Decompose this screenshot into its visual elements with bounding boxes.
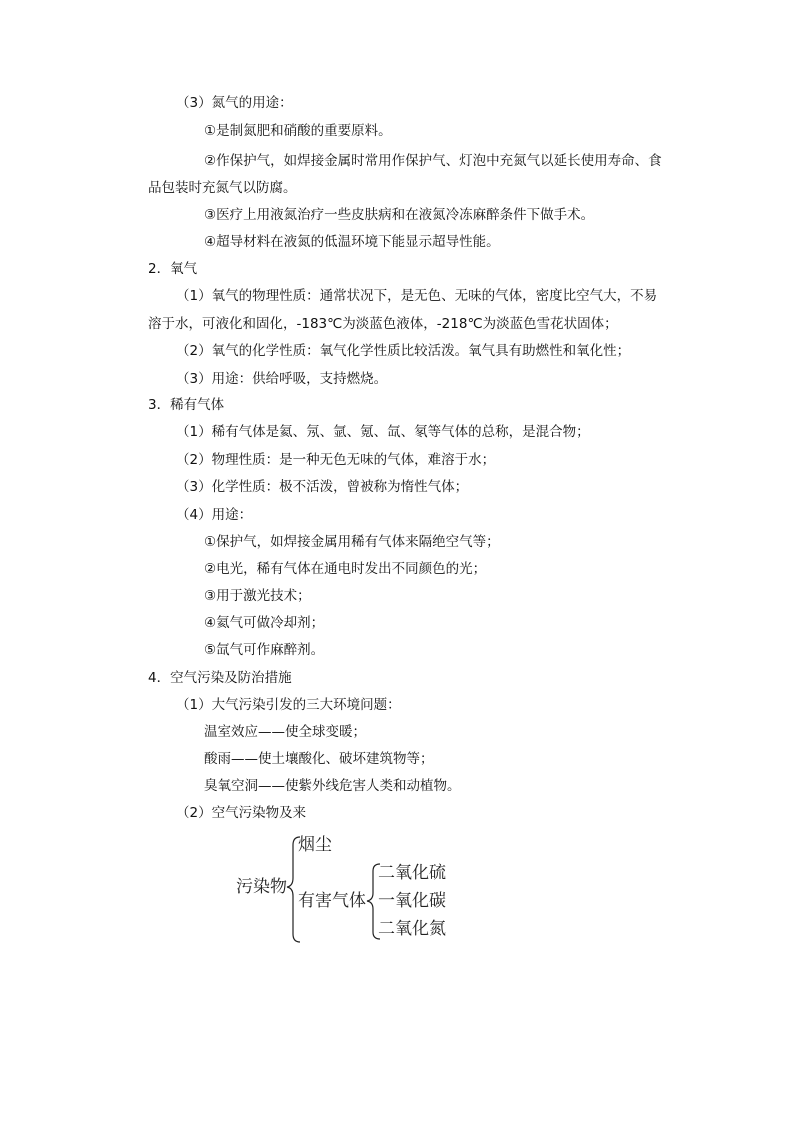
pollution-effect-3: 臭氧空洞——使紫外线危害人类和动植物。 <box>204 778 461 794</box>
rare-use-1: ①保护气，如焊接金属用稀有气体来隔绝空气等； <box>204 534 500 550</box>
n3-use-2a: ②作保护气，如焊接金属时常用作保护气、灯泡中充氮气以延长使用寿命、食 <box>204 153 662 169</box>
n3-use-1: ①是制氮肥和硝酸的重要原料。 <box>204 123 392 139</box>
n3-use-3: ③医疗上用液氮治疗一些皮肤病和在液氮冷冻麻醉条件下做手术。 <box>204 207 595 223</box>
pollution-prop-1: （1）大气污染引发的三大环境问题： <box>176 697 401 713</box>
o2-heading: 2．氧气 <box>148 261 198 277</box>
diagram-leaf-no2: 二氧化氮 <box>378 919 446 939</box>
rare-prop-1: （1）稀有气体是氦、氖、氩、氪、氙、氡等气体的总称，是混合物； <box>176 424 590 440</box>
pollution-prop-2: （2）空气污染物及来 <box>176 805 307 821</box>
rare-use-4: ④氦气可做冷却剂； <box>204 615 325 631</box>
rare-use-2: ②电光，稀有气体在通电时发出不同颜色的光； <box>204 561 487 577</box>
rare-use-5: ⑤氙气可作麻醉剂。 <box>204 642 325 658</box>
rare-use-3: ③用于激光技术； <box>204 588 311 604</box>
o2-prop-1a: （1）氧气的物理性质：通常状况下，是无色、无味的气体，密度比空气大，不易 <box>176 288 658 304</box>
rare-prop-2: （2）物理性质：是一种无色无味的气体，难溶于水； <box>176 452 496 468</box>
diagram-root: 污染物 <box>236 877 287 897</box>
pollution-effect-2: 酸雨——使土壤酸化、破坏建筑物等； <box>204 751 434 767</box>
rare-heading: 3．稀有气体 <box>148 397 225 413</box>
o2-prop-2: （2）氧气的化学性质：氧气化学性质比较活泼。氧气具有助燃性和氧化性； <box>176 343 631 359</box>
diagram-leaf-so2: 二氧化硫 <box>378 863 446 883</box>
rare-prop-3: （3）化学性质：极不活泼，曾被称为惰性气体； <box>176 479 469 495</box>
n3-use-2b: 品包装时充氮气以防腐。 <box>148 180 297 196</box>
diagram-branch-dust: 烟尘 <box>298 835 332 855</box>
o2-prop-3: （3）用途：供给呼吸，支持燃烧。 <box>176 371 388 387</box>
diagram-branch-gas: 有害气体 <box>298 891 366 911</box>
n3-use-4: ④超导材料在液氮的低温环境下能显示超导性能。 <box>204 234 500 250</box>
n3-heading: （3）氮气的用途： <box>176 95 293 111</box>
rare-prop-4: （4）用途： <box>176 507 253 523</box>
pollution-heading: 4．空气污染及防治措施 <box>148 670 292 686</box>
o2-prop-1b: 溶于水，可液化和固化，-183℃为淡蓝色液体，-218℃为淡蓝色雪花状固体； <box>148 316 618 332</box>
diagram-leaf-co: 一氧化碳 <box>378 891 446 911</box>
pollution-effect-1: 温室效应——使全球变暖； <box>204 724 366 740</box>
